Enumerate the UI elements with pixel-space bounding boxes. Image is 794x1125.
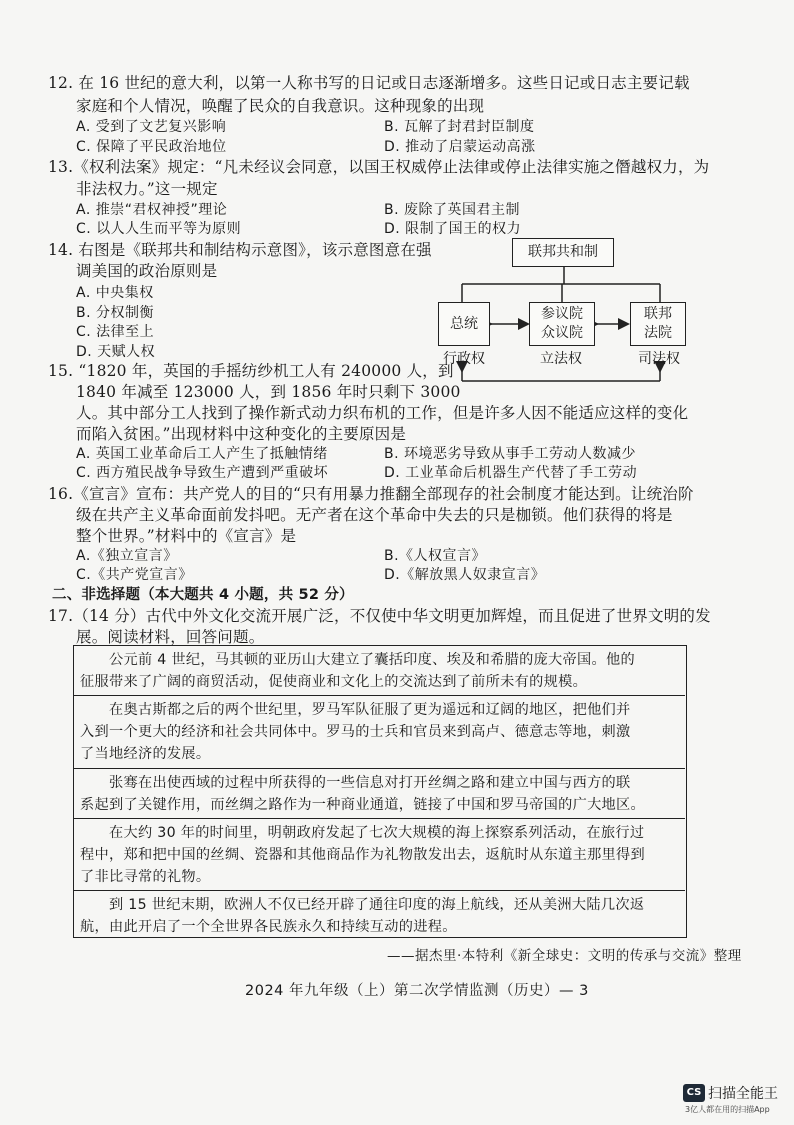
diagram-congress-box	[529, 302, 595, 346]
q14-option-b: B. 分权制衡	[76, 305, 155, 321]
diagram-court-label-1: 联邦	[644, 306, 672, 322]
diagram-top-box	[512, 238, 614, 267]
diagram-legislative-label: 立法权	[540, 351, 582, 367]
q15-stem-line3: 人。其中部分工人找到了操作新式动力织布机的工作，但是许多人因不能适应这样的变化	[76, 404, 689, 422]
q13-option-b: B. 废除了英国君主制	[384, 202, 521, 218]
q16-stem-line1: 16.《宣言》宣布：共产党人的目的“只有用暴力推翻全部现存的社会制度才能达到。让统治阶	[48, 485, 694, 503]
diagram-house-label: 众议院	[541, 325, 583, 341]
q12-stem-line2: 家庭和个人情况，唤醒了民众的自我意识。这种现象的出现	[76, 97, 485, 115]
q14-stem-line2: 调美国的政治原则是	[76, 262, 218, 280]
diagram-court-box	[630, 302, 686, 346]
q15-option-a: A. 英国工业革命后工人产生了抵触情绪	[76, 446, 328, 462]
material-cell-3	[74, 769, 685, 819]
q12-option-b: B. 瓦解了封君封臣制度	[384, 119, 535, 135]
material-cell-2	[74, 696, 685, 769]
material-source: ——据杰里·本特利《新全球史：文明的传承与交流》整理	[387, 948, 742, 964]
q14-stem-line1: 14. 右图是《联邦共和制结构示意图》，该示意图意在强	[48, 241, 432, 259]
diagram-senate-label: 参议院	[541, 306, 583, 322]
scanner-watermark	[683, 1082, 778, 1114]
material-1-line1: 公元前 4 世纪，马其顿的亚历山大建立了囊括印度、埃及和希腊的庞大帝国。他的	[80, 652, 635, 668]
q14-option-a: A. 中央集权	[76, 285, 154, 301]
q13-stem-line1: 13.《权利法案》规定：“凡未经议会同意，以国王权威停止法律或停止法律实施之僭越权力，为	[48, 158, 710, 176]
q12-option-c: C. 保障了平民政治地位	[76, 139, 227, 155]
diagram-president-label: 总统	[450, 316, 478, 332]
q12-stem-line1: 12. 在 16 世纪的意大利，以第一人称书写的日记或日志逐渐增多。这些日记或日志主要记载	[48, 74, 690, 92]
q16-stem-line3: 整个世界。”材料中的《宣言》是	[76, 527, 297, 545]
q15-option-d: D. 工业革命后机器生产代替了手工劳动	[384, 465, 638, 481]
q17-stem-line1: 17.（14 分）古代中外文化交流开展广泛，不仅使中华文明更加辉煌，而且促进了世界文明的发	[48, 607, 711, 625]
q15-stem-line2: 1840 年减至 123000 人，到 1856 年时只剩下 3000	[76, 383, 461, 401]
diagram-president-box	[438, 302, 490, 346]
material-3-line2: 系起到了关键作用，而丝绸之路作为一种商业通道，链接了中国和罗马帝国的广大地区。	[80, 797, 646, 813]
q13-option-d: D. 限制了国王的权力	[384, 221, 522, 237]
material-4-line2: 程中，郑和把中国的丝绸、瓷器和其他商品作为礼物散发出去，返航时从东道主那里得到	[80, 847, 646, 863]
material-cell-5	[74, 891, 685, 937]
q15-stem-line1: 15. “1820 年，英国的手摇纺纱机工人有 240000 人，到	[48, 362, 454, 380]
material-5-line2: 航，由此开启了一个全世界各民族永久和持续互动的进程。	[80, 919, 457, 935]
q17-stem-line2: 展。阅读材料，回答问题。	[76, 628, 265, 646]
page-footer: 2024 年九年级（上）第二次学情监测（历史）— 3	[245, 983, 589, 999]
material-4-line1: 在大约 30 年的时间里，明朝政府发起了七次大规模的海上探察系列活动，在旅行过	[80, 825, 645, 841]
material-2-line3: 了当地经济的发展。	[80, 746, 211, 762]
diagram-top-label: 联邦共和制	[528, 244, 598, 260]
q15-option-c: C. 西方殖民战争导致生产遭到严重破坏	[76, 465, 329, 481]
section-2-heading: 二、非选择题（本大题共 4 小题，共 52 分）	[52, 587, 354, 603]
diagram-executive-label: 行政权	[443, 351, 485, 367]
material-1-line2: 征服带来了广阔的商贸活动，促使商业和文化上的交流达到了前所未有的规模。	[80, 674, 588, 690]
q16-option-a: A.《独立宣言》	[76, 548, 178, 564]
scanner-logo-icon: CS	[683, 1084, 705, 1102]
q16-option-b: B.《人权宣言》	[384, 548, 487, 564]
scanner-app-name: 扫描全能王	[708, 1085, 778, 1102]
materials-table	[73, 645, 687, 938]
q16-option-d: D.《解放黑人奴隶宣言》	[384, 567, 546, 583]
q13-stem-line2: 非法权力。”这一规定	[76, 180, 218, 198]
diagram-judicial-label: 司法权	[638, 351, 680, 367]
material-2-line1: 在奥古斯都之后的两个世纪里，罗马军队征服了更为遥远和辽阔的地区，把他们并	[80, 702, 631, 718]
q16-stem-line2: 级在共产主义革命面前发抖吧。无产者在这个革命中失去的只是枷锁。他们获得的将是	[76, 506, 673, 524]
q14-option-c: C. 法律至上	[76, 324, 155, 340]
diagram-court-label-2: 法院	[644, 325, 672, 341]
q13-option-c: C. 以人人生而平等为原则	[76, 221, 242, 237]
material-3-line1: 张骞在出使西域的过程中所获得的一些信息对打开丝绸之路和建立中国与西方的联	[80, 775, 631, 791]
q12-option-d: D. 推动了启蒙运动高涨	[384, 139, 536, 155]
material-5-line1: 到 15 世纪末期，欧洲人不仅已经开辟了通往印度的海上航线，还从美洲大陆几次返	[80, 897, 645, 913]
q14-option-d: D. 天赋人权	[76, 344, 156, 360]
material-cell-4	[74, 819, 685, 891]
q15-stem-line4: 而陷入贫困。”出现材料中这种变化的主要原因是	[76, 425, 407, 443]
q16-option-c: C.《共产党宣言》	[76, 567, 193, 583]
material-4-line3: 了非比寻常的礼物。	[80, 869, 211, 885]
q12-option-a: A. 受到了文艺复兴影响	[76, 119, 227, 135]
q13-option-a: A. 推崇“君权神授”理论	[76, 202, 228, 218]
material-cell-1	[74, 646, 685, 696]
material-2-line2: 入到一个更大的经济和社会共同体中。罗马的士兵和官员来到高卢、德意志等地，刺激	[80, 724, 631, 740]
scanner-app-tagline: 3亿人都在用的扫描App	[685, 1105, 770, 1114]
q15-option-b: B. 环境恶劣导致从事手工劳动人数减少	[384, 446, 637, 462]
